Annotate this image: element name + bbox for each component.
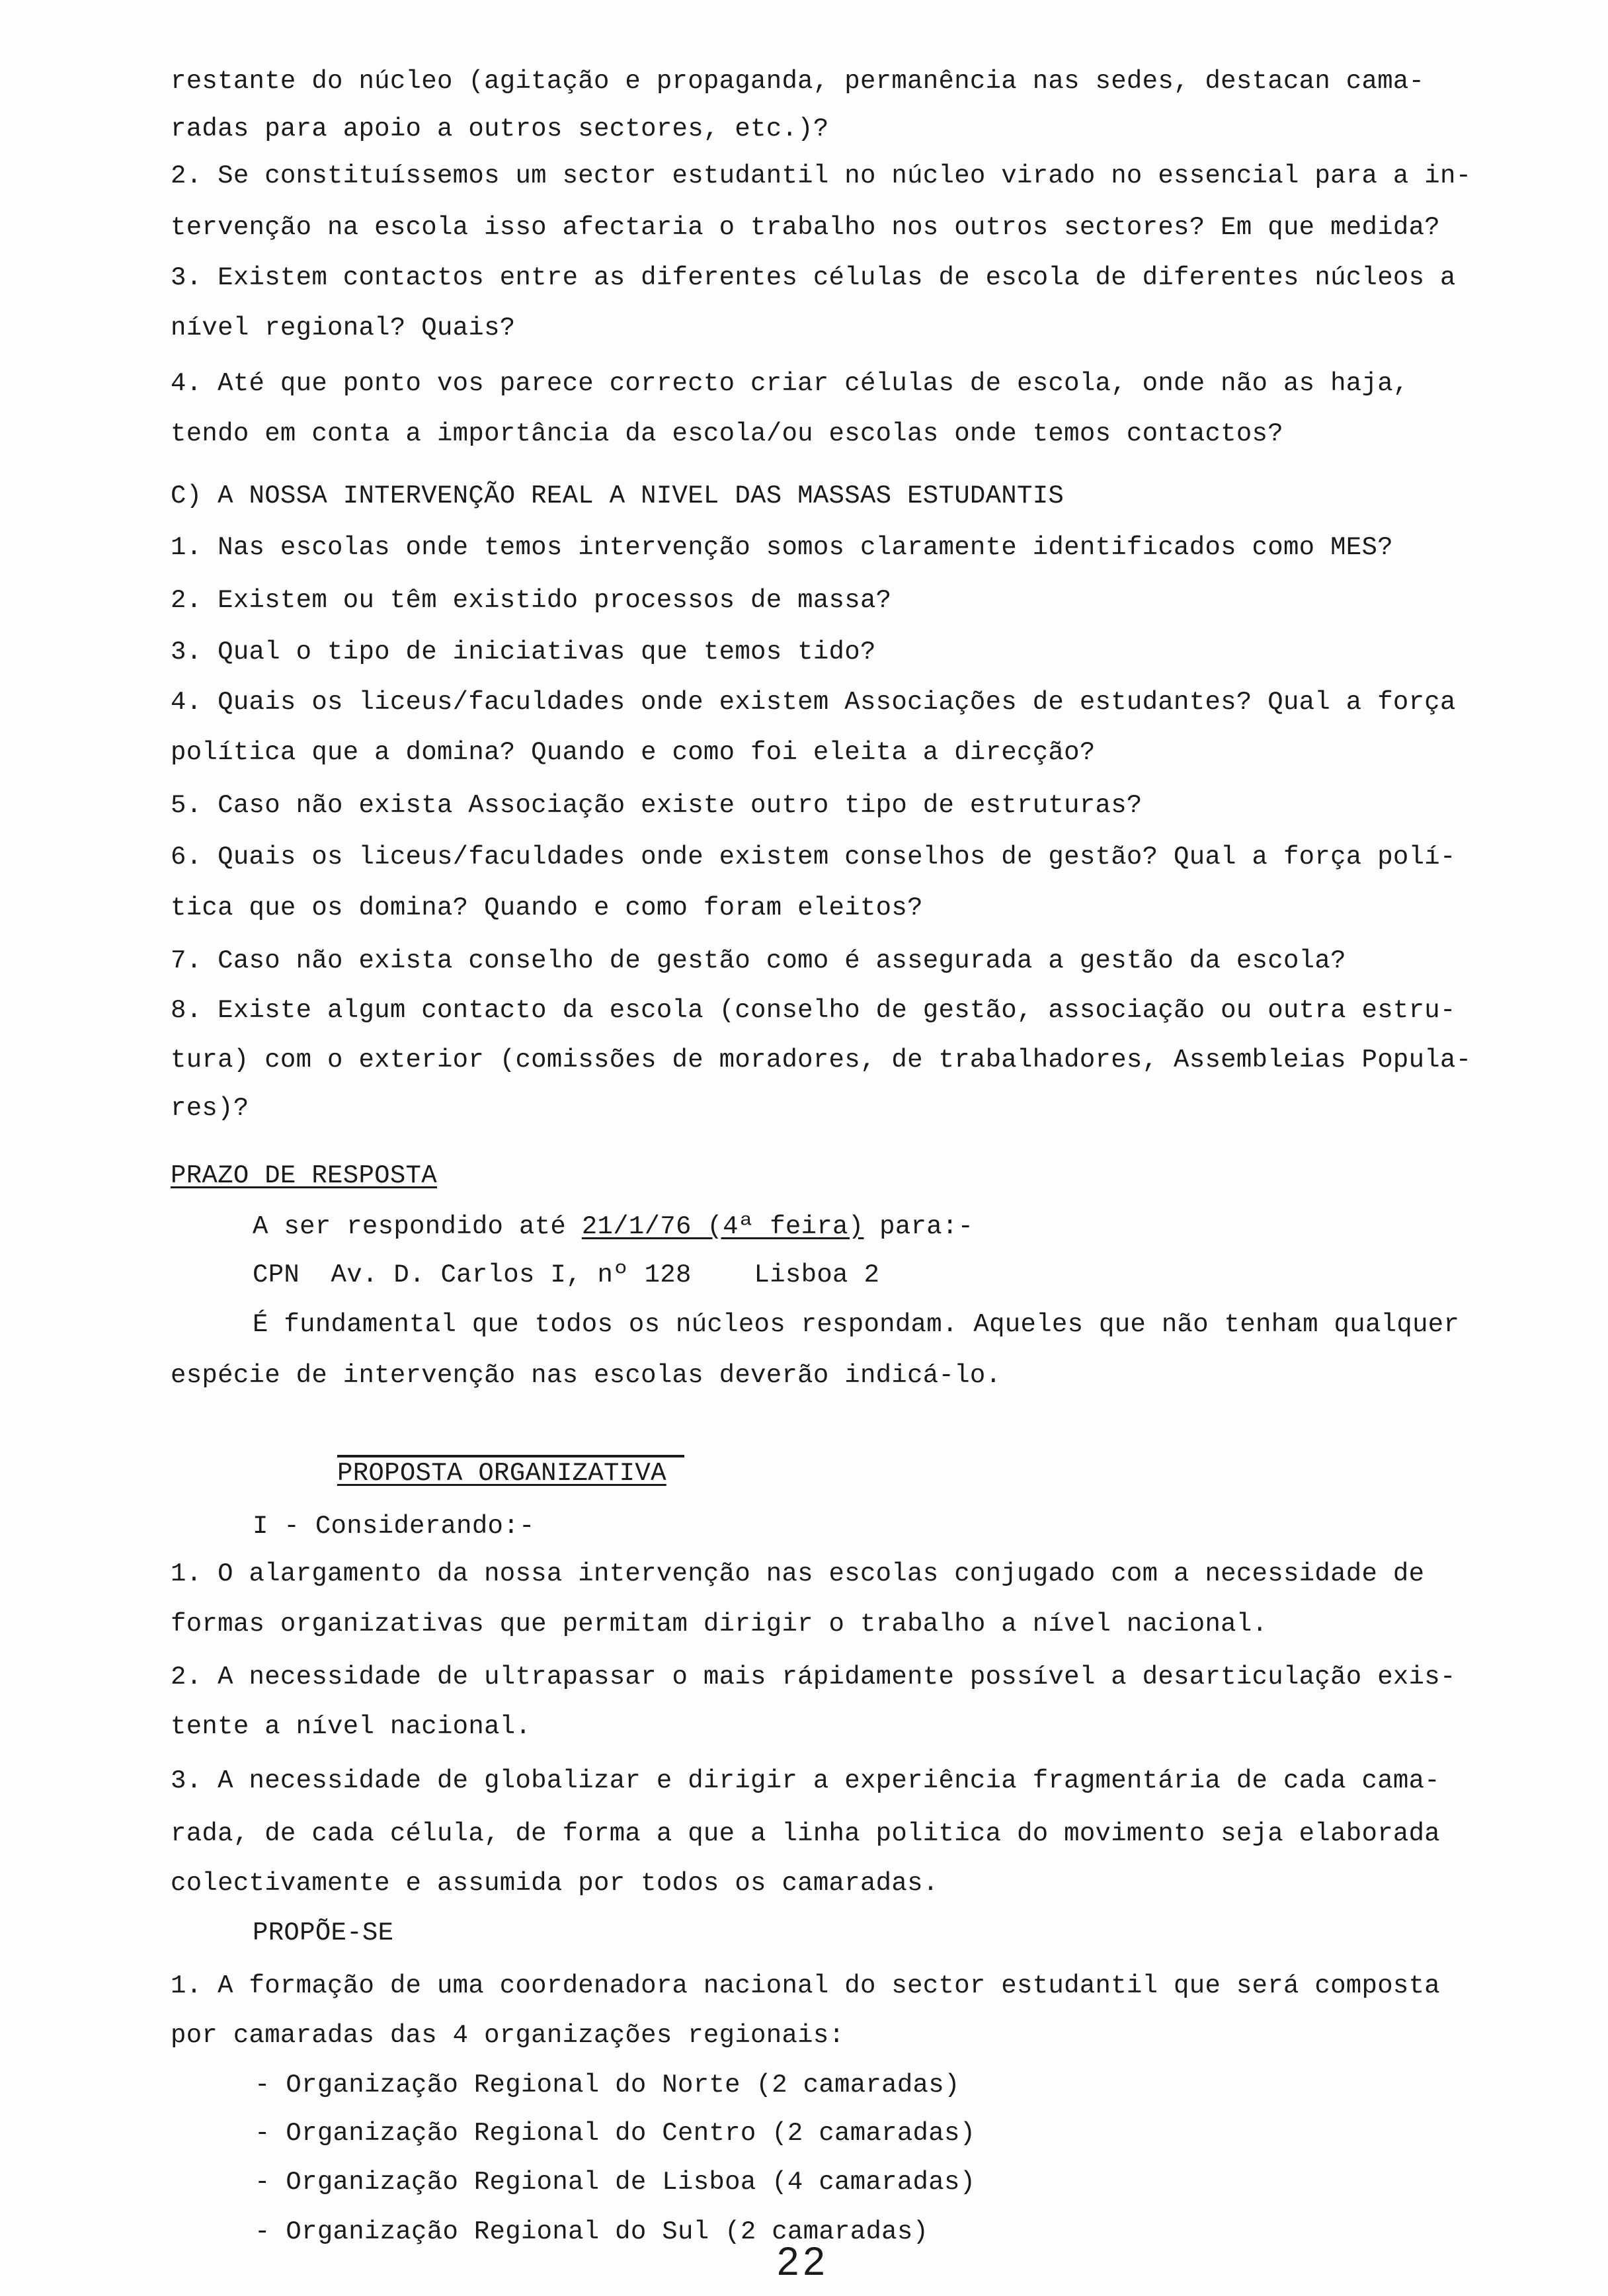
question-b4-line1: 4. Até que ponto vos parece correcto criar células de escola, onde não as haja, <box>171 369 1409 398</box>
prazo-deadline-prefix: A ser respondido até <box>253 1212 582 1241</box>
question-c8-line2: tura) com o exterior (comissões de moradores, de trabalhadores, Assembleias Popula- <box>171 1046 1472 1075</box>
considerando-3-line3: colectivamente e assumida por todos os camaradas. <box>171 1869 939 1898</box>
considerando-1-line2: formas organizativas que permitam dirigir o trabalho a nível nacional. <box>171 1610 1268 1639</box>
propoe-1-line1: 1. A formação de uma coordenadora nacional do sector estudantil que será composta <box>171 1971 1441 2000</box>
question-c2: 2. Existem ou têm existido processos de massa? <box>171 586 892 615</box>
question-c6-line2: tica que os domina? Quando e como foram eleitos? <box>171 893 923 922</box>
question-b3-line1: 3. Existem contactos entre as diferentes células de escola de diferentes núcleos a <box>171 263 1456 292</box>
prazo-address: CPN Av. D. Carlos I, nº 128 Lisboa 2 <box>253 1260 880 1290</box>
page-number: 22 <box>777 2239 829 2283</box>
considerando-2-line1: 2. A necessidade de ultrapassar o mais rápidamente possível a desarticulação exis- <box>171 1662 1456 1692</box>
question-c5: 5. Caso não exista Associação existe outro tipo de estruturas? <box>171 791 1143 820</box>
question-b4-line2: tendo em conta a importância da escola/ou escolas onde temos contactos? <box>171 419 1283 448</box>
org-norte: - Organização Regional do Norte (2 camaradas) <box>255 2070 960 2100</box>
question-c4-line2: política que a domina? Quando e como foi eleita a direcção? <box>171 738 1096 767</box>
org-sul: - Organização Regional do Sul (2 camaradas) <box>255 2217 929 2246</box>
org-lisboa: - Organização Regional de Lisboa (4 camaradas) <box>255 2168 976 2197</box>
question-c6-line1: 6. Quais os liceus/faculdades onde existem conselhos de gestão? Qual a força polí- <box>171 842 1456 872</box>
question-c8-line1: 8. Existe algum contacto da escola (conselho de gestão, associação ou outra estru- <box>171 996 1456 1025</box>
prazo-heading: PRAZO DE RESPOSTA <box>171 1161 437 1190</box>
continuation-text: restante do núcleo (agitação e propaganda, permanência nas sedes, destacan cama- <box>171 67 1425 96</box>
propoe-label: PROPÕE-SE <box>253 1918 394 1948</box>
prazo-deadline-line <box>253 1208 1608 1245</box>
considerando-1-line1: 1. O alargamento da nossa intervenção nas escolas conjugado com a necessidade de <box>171 1559 1425 1588</box>
question-b2-line1: 2. Se constituíssemos um sector estudantil no núcleo virado no essencial para a in- <box>171 161 1472 190</box>
section-c-heading: C) A NOSSA INTERVENÇÃO REAL A NIVEL DAS MASSAS ESTUDANTIS <box>171 481 1065 511</box>
question-c4-line1: 4. Quais os liceus/faculdades onde existem Associações de estudantes? Qual a força <box>171 688 1456 717</box>
question-c3: 3. Qual o tipo de iniciativas que temos tido? <box>171 637 876 667</box>
text-line-continuation-1 <box>171 63 1539 144</box>
question-c1: 1. Nas escolas onde temos intervenção somos claramente identificados como MES? <box>171 533 1393 562</box>
considerando-3-line1: 3. A necessidade de globalizar e dirigir a experiência fragmentária de cada cama- <box>171 1766 1441 1795</box>
considerando-label: I - Considerando:- <box>253 1512 535 1541</box>
considerando-2-line2: tente a nível nacional. <box>171 1712 532 1741</box>
proposta-heading: PROPOSTA ORGANIZATIVA <box>337 1459 666 1488</box>
org-centro: - Organização Regional do Centro (2 camaradas) <box>255 2119 976 2148</box>
prazo-deadline-date: 21/1/76 (4ª feira) <box>581 1212 864 1241</box>
prazo-note-line2: espécie de intervenção nas escolas deverão indicá-lo. <box>171 1361 1002 1390</box>
question-c7: 7. Caso não exista conselho de gestão como é assegurada a gestão da escola? <box>171 946 1346 975</box>
text-line-continuation-2: radas para apoio a outros sectores, etc.)? <box>171 114 829 144</box>
propoe-1-line2: por camaradas das 4 organizações regionais: <box>171 2021 845 2050</box>
considerando-3-line2: rada, de cada célula, de forma a que a linha politica do movimento seja elaborada <box>171 1819 1441 1848</box>
question-b3-line2: nível regional? Quais? <box>171 313 516 343</box>
question-b2-line2: tervenção na escola isso afectaria o trabalho nos outros sectores? Em que medida? <box>171 213 1441 242</box>
question-c8-line3: res)? <box>171 1094 249 1123</box>
prazo-note-line1: É fundamental que todos os núcleos respondam. Aqueles que não tenham qualquer <box>253 1310 1460 1339</box>
prazo-deadline-suffix: para:- <box>864 1212 974 1241</box>
